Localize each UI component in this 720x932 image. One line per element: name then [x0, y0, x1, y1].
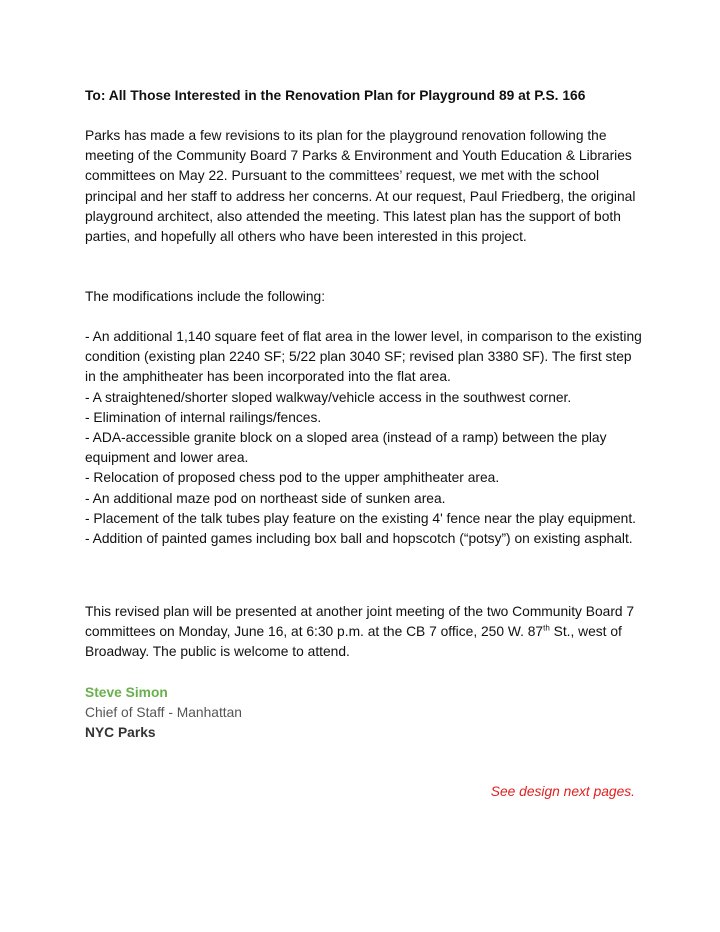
closing-text-part2: St., west of Broadway. The public is welcome to attend.	[85, 624, 622, 660]
signature-name: Steve Simon	[85, 685, 168, 700]
modification-item: - Elimination of internal railings/fences.	[85, 409, 322, 425]
letter-heading: To: All Those Interested in the Renovation Plan for Playground 89 at P.S. 166	[85, 88, 586, 103]
modification-item: - A straightened/shorter sloped walkway/vehicle access in the southwest corner.	[85, 389, 572, 405]
modification-item: - ADA-accessible granite block on a sloped area (instead of a ramp) between the play equipment and lower area.	[85, 430, 607, 466]
modification-item: - An additional 1,140 square feet of flat area in the lower level, in comparison to the existing condition (existing plan 2240 SF; 5/22 plan 3040 SF; revised plan 3380 SF). The first step in the amphitheater has been incorporated into the flat area.	[85, 329, 642, 385]
modification-item: - Placement of the talk tubes play feature on the existing 4' fence near the play equipment.	[85, 510, 637, 526]
footer-note: See design next pages.	[490, 784, 635, 799]
signature-organization: NYC Parks	[85, 725, 156, 741]
closing-text-part1: This revised plan will be presented at another joint meeting of the two Community Board 7 committees on Monday, June 16, at 6:30 p.m. at the CB 7 office, 250 W. 87	[85, 604, 635, 640]
intro-paragraph: Parks has made a few revisions to its plan for the playground renovation following the meeting of the Community Board 7 Parks & Environment and Youth Education & Libraries committees on May 22. Pursuant to the committees’ request, we met with the school principal and her staff to address her concerns. At our request, Paul Friedberg, the original playground architect, also attended the meeting. This latest plan has the support of both parties, and hopefully all others who have been interested in this project.	[85, 128, 636, 245]
modifications-label: The modifications include the following:	[85, 289, 326, 304]
signature-block	[85, 683, 645, 744]
ordinal-superscript: th	[543, 623, 550, 633]
modification-item: - Addition of painted games including box ball and hopscotch (“potsy”) on existing asphalt.	[85, 531, 633, 547]
modifications-list	[85, 327, 645, 549]
closing-paragraph	[85, 602, 645, 663]
signature-title: Chief of Staff - Manhattan	[85, 705, 242, 721]
modification-item: - Relocation of proposed chess pod to the upper amphitheater area.	[85, 470, 500, 486]
modification-item: - An additional maze pod on northeast side of sunken area.	[85, 490, 446, 506]
